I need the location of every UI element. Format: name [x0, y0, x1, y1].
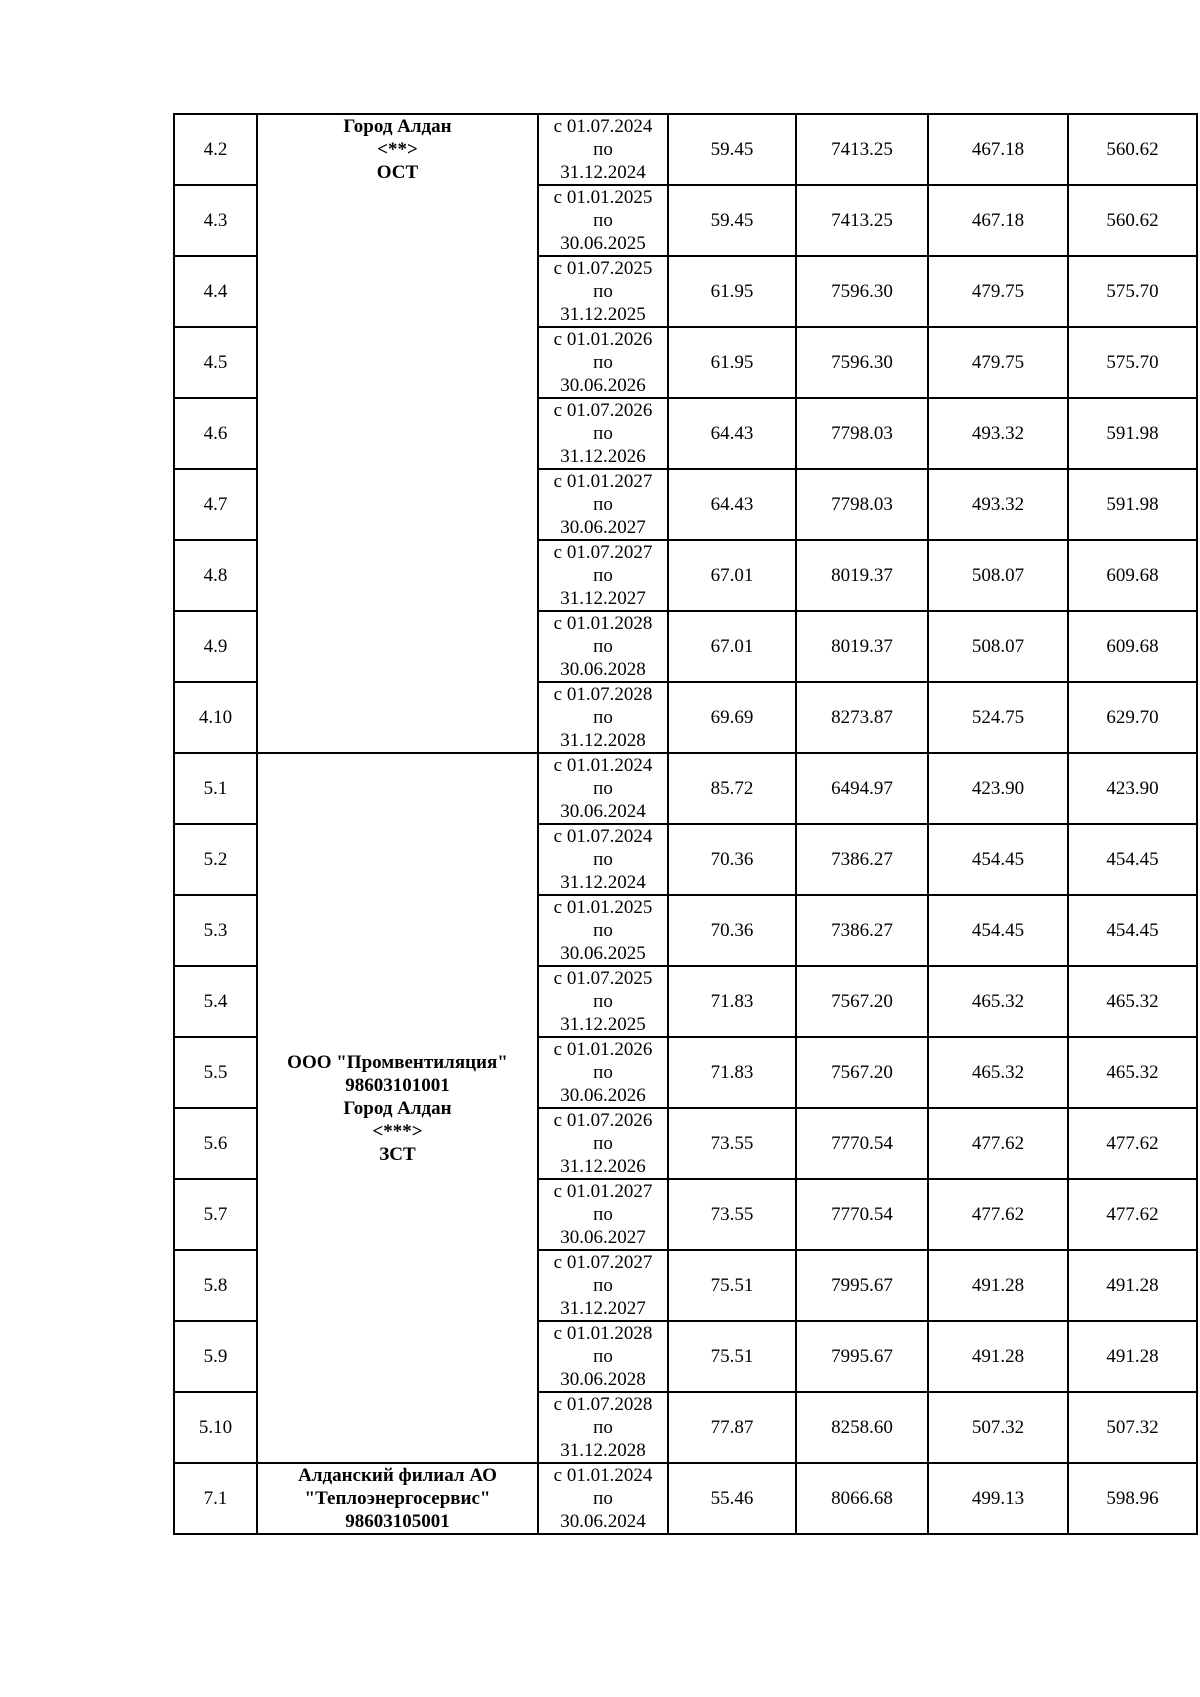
period-to-text: 30.06.2028	[560, 1369, 646, 1390]
period-to-text: 31.12.2025	[560, 1014, 646, 1035]
period-po-text: по	[593, 849, 613, 870]
period-cell	[538, 1108, 668, 1179]
value-cell-v4: 575.70	[1068, 256, 1197, 327]
period-cell	[538, 1037, 668, 1108]
period-to-text: 30.06.2026	[560, 375, 646, 396]
value-cell-v1: 71.83	[668, 1037, 796, 1108]
value-cell-v2: 7770.54	[796, 1179, 928, 1250]
value-cell-v4: 465.32	[1068, 966, 1197, 1037]
period-po-text: по	[593, 565, 613, 586]
period-from-text: с 01.07.2025	[553, 258, 653, 279]
value-cell-v1: 64.43	[668, 398, 796, 469]
value-cell-v4: 507.32	[1068, 1392, 1197, 1463]
value-cell-v3: 507.32	[928, 1392, 1068, 1463]
value-cell-v1: 59.45	[668, 185, 796, 256]
period-from-text: с 01.01.2026	[553, 1039, 653, 1060]
period-po-text: по	[593, 210, 613, 231]
period-cell	[538, 1463, 668, 1534]
value-cell-v3: 479.75	[928, 327, 1068, 398]
table-row	[174, 753, 1197, 824]
value-cell-v2: 7770.54	[796, 1108, 928, 1179]
row-number-cell: 4.2	[174, 114, 257, 185]
period-from-text: с 01.07.2028	[553, 1394, 653, 1415]
period-to-text: 31.12.2026	[560, 446, 646, 467]
period-to-text: 30.06.2028	[560, 659, 646, 680]
period-cell	[538, 256, 668, 327]
period-cell	[538, 1392, 668, 1463]
value-cell-v4: 477.62	[1068, 1179, 1197, 1250]
value-cell-v3: 454.45	[928, 824, 1068, 895]
period-from-text: с 01.01.2025	[553, 897, 653, 918]
tariff-table	[173, 113, 1198, 1535]
period-po-text: по	[593, 281, 613, 302]
value-cell-v3: 493.32	[928, 469, 1068, 540]
value-cell-v3: 491.28	[928, 1250, 1068, 1321]
value-cell-v4: 560.62	[1068, 114, 1197, 185]
period-to-text: 31.12.2028	[560, 730, 646, 751]
row-number-cell: 5.8	[174, 1250, 257, 1321]
value-cell-v4: 454.45	[1068, 895, 1197, 966]
value-cell-v2: 7798.03	[796, 398, 928, 469]
period-cell	[538, 753, 668, 824]
period-po-text: по	[593, 1062, 613, 1083]
period-to-text: 30.06.2027	[560, 1227, 646, 1248]
value-cell-v2: 8066.68	[796, 1463, 928, 1534]
period-po-text: по	[593, 352, 613, 373]
value-cell-v2: 8258.60	[796, 1392, 928, 1463]
row-number-cell: 5.10	[174, 1392, 257, 1463]
value-cell-v1: 61.95	[668, 327, 796, 398]
period-to-text: 31.12.2024	[560, 162, 646, 183]
period-to-text: 30.06.2025	[560, 233, 646, 254]
value-cell-v1: 69.69	[668, 682, 796, 753]
value-cell-v1: 64.43	[668, 469, 796, 540]
value-cell-v4: 591.98	[1068, 469, 1197, 540]
value-cell-v1: 55.46	[668, 1463, 796, 1534]
value-cell-v3: 477.62	[928, 1179, 1068, 1250]
period-to-text: 31.12.2027	[560, 588, 646, 609]
value-cell-v3: 499.13	[928, 1463, 1068, 1534]
row-number-cell: 4.9	[174, 611, 257, 682]
value-cell-v2: 6494.97	[796, 753, 928, 824]
period-po-text: по	[593, 636, 613, 657]
value-cell-v2: 7798.03	[796, 469, 928, 540]
period-from-text: с 01.07.2024	[553, 826, 653, 847]
period-to-text: 31.12.2024	[560, 872, 646, 893]
period-to-text: 31.12.2028	[560, 1440, 646, 1461]
period-from-text: с 01.01.2027	[553, 1181, 653, 1202]
value-cell-v4: 491.28	[1068, 1321, 1197, 1392]
period-po-text: по	[593, 778, 613, 799]
value-cell-v1: 67.01	[668, 540, 796, 611]
value-cell-v2: 7596.30	[796, 327, 928, 398]
value-cell-v4: 560.62	[1068, 185, 1197, 256]
value-cell-v1: 70.36	[668, 895, 796, 966]
row-number-cell: 7.1	[174, 1463, 257, 1534]
value-cell-v2: 7995.67	[796, 1250, 928, 1321]
value-cell-v3: 493.32	[928, 398, 1068, 469]
value-cell-v3: 423.90	[928, 753, 1068, 824]
period-from-text: с 01.07.2027	[553, 1252, 653, 1273]
value-cell-v1: 59.45	[668, 114, 796, 185]
period-po-text: по	[593, 494, 613, 515]
period-cell	[538, 824, 668, 895]
period-to-text: 31.12.2026	[560, 1156, 646, 1177]
value-cell-v1: 73.55	[668, 1108, 796, 1179]
period-to-text: 30.06.2026	[560, 1085, 646, 1106]
period-from-text: с 01.07.2024	[553, 116, 653, 137]
period-po-text: по	[593, 1133, 613, 1154]
period-cell	[538, 540, 668, 611]
row-number-cell: 5.7	[174, 1179, 257, 1250]
value-cell-v2: 7413.25	[796, 114, 928, 185]
value-cell-v1: 75.51	[668, 1250, 796, 1321]
period-cell	[538, 327, 668, 398]
period-cell	[538, 611, 668, 682]
value-cell-v4: 575.70	[1068, 327, 1197, 398]
period-to-text: 30.06.2027	[560, 517, 646, 538]
value-cell-v2: 8019.37	[796, 611, 928, 682]
table-row	[174, 114, 1197, 185]
period-from-text: с 01.01.2027	[553, 471, 653, 492]
period-to-text: 30.06.2025	[560, 943, 646, 964]
row-number-cell: 4.5	[174, 327, 257, 398]
period-cell	[538, 682, 668, 753]
organization-cell: Город Алдан <**> ОСТ	[257, 114, 538, 753]
value-cell-v4: 598.96	[1068, 1463, 1197, 1534]
value-cell-v3: 477.62	[928, 1108, 1068, 1179]
row-number-cell: 5.1	[174, 753, 257, 824]
organization-cell: ООО "Промвентиляция" 98603101001 Город Алдан <***> ЗСТ	[257, 753, 538, 1463]
value-cell-v1: 71.83	[668, 966, 796, 1037]
value-cell-v3: 465.32	[928, 1037, 1068, 1108]
row-number-cell: 4.3	[174, 185, 257, 256]
period-to-text: 31.12.2027	[560, 1298, 646, 1319]
period-po-text: по	[593, 920, 613, 941]
period-to-text: 31.12.2025	[560, 304, 646, 325]
period-to-text: 30.06.2024	[560, 1511, 646, 1532]
value-cell-v1: 73.55	[668, 1179, 796, 1250]
value-cell-v1: 61.95	[668, 256, 796, 327]
value-cell-v3: 508.07	[928, 540, 1068, 611]
row-number-cell: 4.8	[174, 540, 257, 611]
period-from-text: с 01.01.2024	[553, 1465, 653, 1486]
value-cell-v4: 491.28	[1068, 1250, 1197, 1321]
row-number-cell: 4.10	[174, 682, 257, 753]
value-cell-v4: 477.62	[1068, 1108, 1197, 1179]
value-cell-v3: 465.32	[928, 966, 1068, 1037]
value-cell-v4: 454.45	[1068, 824, 1197, 895]
period-cell	[538, 398, 668, 469]
value-cell-v3: 467.18	[928, 114, 1068, 185]
period-from-text: с 01.07.2027	[553, 542, 653, 563]
period-cell	[538, 966, 668, 1037]
value-cell-v2: 8273.87	[796, 682, 928, 753]
period-po-text: по	[593, 139, 613, 160]
row-number-cell: 4.6	[174, 398, 257, 469]
row-number-cell: 5.4	[174, 966, 257, 1037]
row-number-cell: 5.3	[174, 895, 257, 966]
period-cell	[538, 469, 668, 540]
period-po-text: по	[593, 991, 613, 1012]
row-number-cell: 5.6	[174, 1108, 257, 1179]
value-cell-v1: 75.51	[668, 1321, 796, 1392]
value-cell-v4: 423.90	[1068, 753, 1197, 824]
period-po-text: по	[593, 423, 613, 444]
period-po-text: по	[593, 1417, 613, 1438]
value-cell-v2: 7995.67	[796, 1321, 928, 1392]
value-cell-v3: 508.07	[928, 611, 1068, 682]
value-cell-v3: 467.18	[928, 185, 1068, 256]
value-cell-v2: 7386.27	[796, 824, 928, 895]
period-from-text: с 01.07.2026	[553, 1110, 653, 1131]
period-from-text: с 01.01.2026	[553, 329, 653, 350]
value-cell-v4: 609.68	[1068, 540, 1197, 611]
value-cell-v3: 491.28	[928, 1321, 1068, 1392]
period-cell	[538, 1250, 668, 1321]
value-cell-v1: 67.01	[668, 611, 796, 682]
period-po-text: по	[593, 1488, 613, 1509]
value-cell-v4: 609.68	[1068, 611, 1197, 682]
value-cell-v1: 70.36	[668, 824, 796, 895]
period-po-text: по	[593, 1275, 613, 1296]
period-cell	[538, 114, 668, 185]
value-cell-v2: 7413.25	[796, 185, 928, 256]
period-from-text: с 01.07.2025	[553, 968, 653, 989]
value-cell-v1: 85.72	[668, 753, 796, 824]
period-to-text: 30.06.2024	[560, 801, 646, 822]
value-cell-v2: 7596.30	[796, 256, 928, 327]
period-from-text: с 01.01.2028	[553, 613, 653, 634]
value-cell-v3: 454.45	[928, 895, 1068, 966]
period-from-text: с 01.01.2025	[553, 187, 653, 208]
value-cell-v2: 8019.37	[796, 540, 928, 611]
row-number-cell: 5.5	[174, 1037, 257, 1108]
value-cell-v4: 629.70	[1068, 682, 1197, 753]
period-cell	[538, 1179, 668, 1250]
period-from-text: с 01.01.2024	[553, 755, 653, 776]
value-cell-v2: 7567.20	[796, 966, 928, 1037]
period-from-text: с 01.07.2028	[553, 684, 653, 705]
row-number-cell: 4.4	[174, 256, 257, 327]
row-number-cell: 4.7	[174, 469, 257, 540]
period-cell	[538, 1321, 668, 1392]
tariff-table-body	[174, 114, 1197, 1534]
period-cell	[538, 895, 668, 966]
value-cell-v2: 7567.20	[796, 1037, 928, 1108]
value-cell-v3: 479.75	[928, 256, 1068, 327]
value-cell-v2: 7386.27	[796, 895, 928, 966]
value-cell-v3: 524.75	[928, 682, 1068, 753]
value-cell-v4: 591.98	[1068, 398, 1197, 469]
value-cell-v1: 77.87	[668, 1392, 796, 1463]
table-row	[174, 1463, 1197, 1534]
period-cell	[538, 185, 668, 256]
organization-cell: Алданский филиал АО "Теплоэнергосервис" 98603105001	[257, 1463, 538, 1534]
period-from-text: с 01.07.2026	[553, 400, 653, 421]
period-from-text: с 01.01.2028	[553, 1323, 653, 1344]
period-po-text: по	[593, 1346, 613, 1367]
period-po-text: по	[593, 707, 613, 728]
row-number-cell: 5.9	[174, 1321, 257, 1392]
value-cell-v4: 465.32	[1068, 1037, 1197, 1108]
period-po-text: по	[593, 1204, 613, 1225]
row-number-cell: 5.2	[174, 824, 257, 895]
